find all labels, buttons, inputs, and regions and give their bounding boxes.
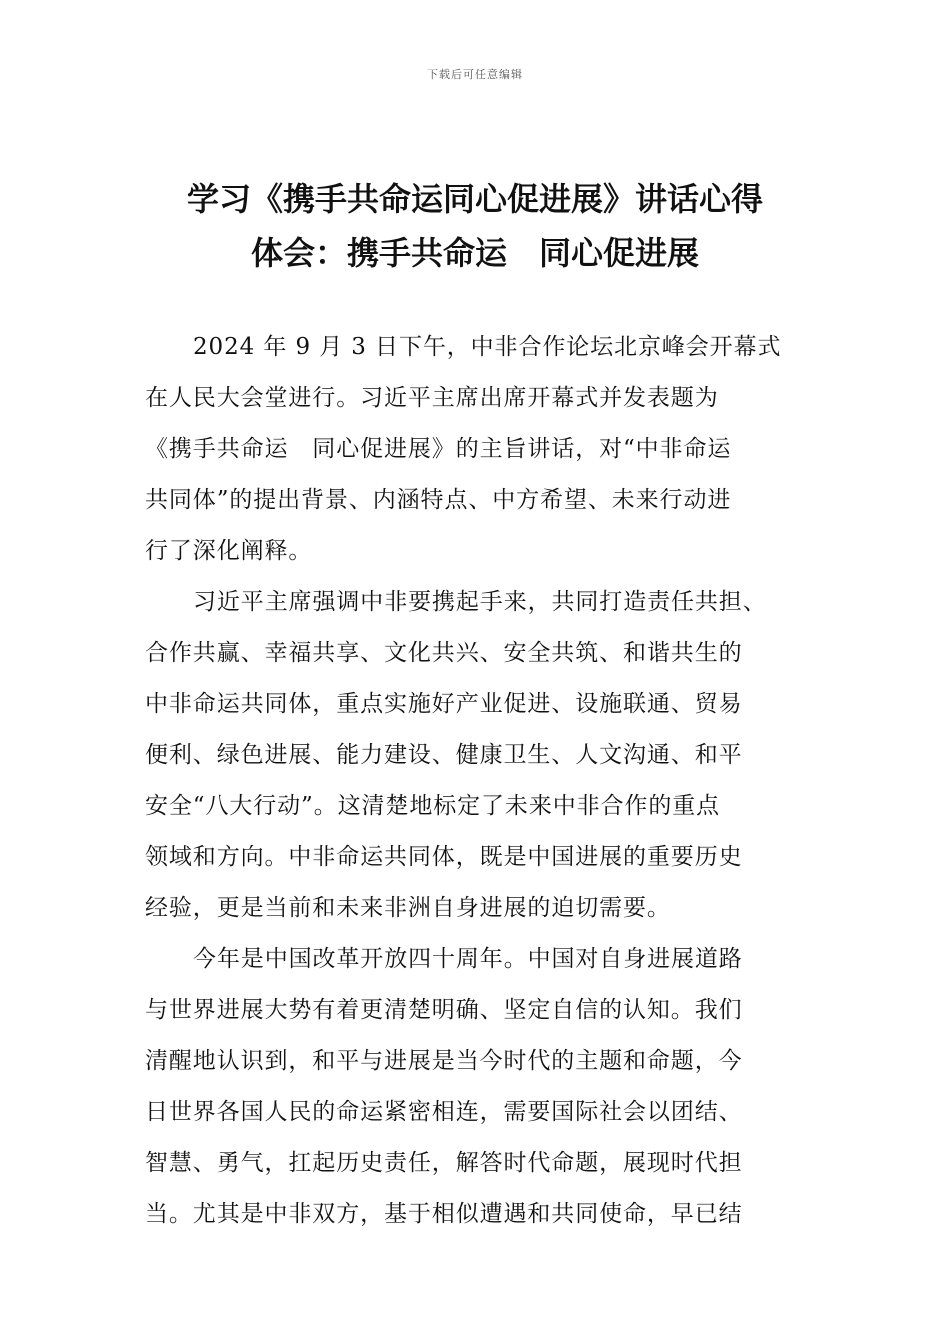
text-line: 当。尤其是中非双方，基于相似遭遇和共同使命，早已结 [145,1201,743,1227]
paragraph-2 [145,577,810,934]
document-title [120,172,830,280]
header-note: 下载后可任意编辑 [427,68,523,81]
text-line: 与世界进展大势有着更清楚明确、坚定自信的认知。我们 [145,997,743,1023]
text-line: 领域和方向。中非命运共同体，既是中国进展的重要历史 [145,844,743,870]
text-line: 经验，更是当前和未来非洲自身进展的迫切需要。 [145,895,671,921]
text-line: 清醒地认识到，和平与进展是当今时代的主题和命题，今 [145,1048,743,1074]
text-line: 行了深化阐释。 [145,538,313,564]
title-line-2: 体会：携手共命运 同心促进展 [250,234,699,272]
text-line: 合作共赢、幸福共享、文化共兴、安全共筑、和谐共生的 [145,640,743,666]
text-line: 中非命运共同体，重点实施好产业促进、设施联通、贸易 [145,691,743,717]
text-line: 日世界各国人民的命运紧密相连，需要国际社会以团结、 [145,1099,743,1125]
paragraph-3 [145,934,810,1240]
text-line: 智慧、勇气，扛起历史责任，解答时代命题，展现时代担 [145,1150,743,1176]
text-line: 习近平主席强调中非要携起手来，共同打造责任共担、 [193,589,767,615]
text-line: 便利、绿色进展、能力建设、健康卫生、人文沟通、和平 [145,742,743,768]
text-line: 2024 年 9 月 3 日下午，中非合作论坛北京峰会开幕式 [193,334,782,360]
text-line: 共同体”的提出背景、内涵特点、中方希望、未来行动进 [145,487,732,513]
paragraph-1 [145,322,810,577]
text-line: 《携手共命运 同心促进展》的主旨讲话，对“中非命运 [145,436,732,462]
body-text [145,322,810,1240]
text-line: 安全“八大行动”。这清楚地标定了未来中非合作的重点 [145,793,721,819]
title-line-1: 学习《携手共命运同心促进展》讲话心得 [186,180,763,218]
text-line: 今年是中国改革开放四十周年。中国对自身进展道路 [193,946,743,972]
text-line: 在人民大会堂进行。习近平主席出席开幕式并发表题为 [145,385,719,411]
